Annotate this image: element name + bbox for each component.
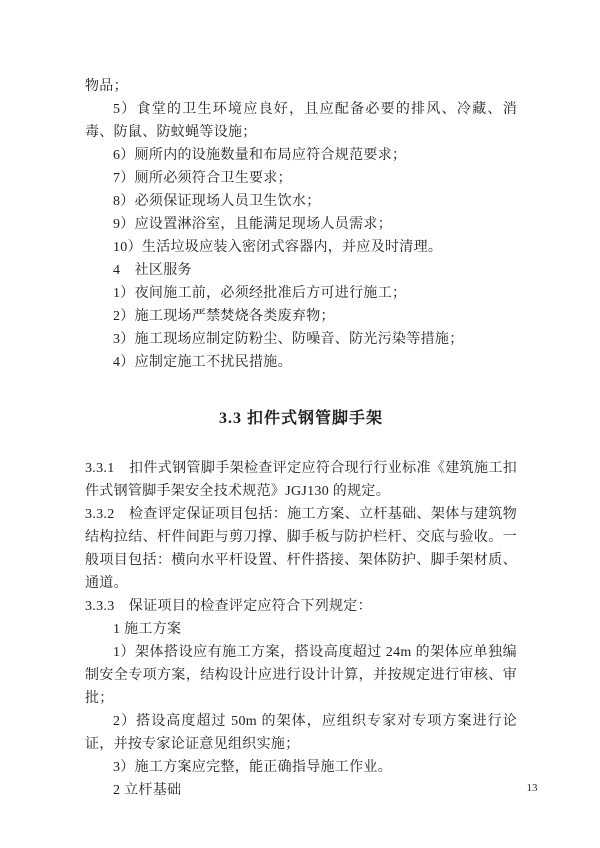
list-item-10: 10）生活垃圾应装入密闭式容器内，并应及时清理。	[113, 240, 443, 255]
list-item-1: 1）夜间施工前，必须经批准后方可进行施工；	[113, 286, 407, 301]
subclause-item-3: 3）施工方案应完整，能正确指导施工作业。	[113, 760, 392, 775]
subclause-item-1: 1）架体搭设应有施工方案，搭设高度超过 24m 的架体应单独编制安全专项方案，结构设计应进行设计计算，并按规定进行审核、审批；	[85, 645, 517, 706]
clause-3-3-1: 3.3.1 扣件式钢管脚手架检查评定应符合现行行业标准《建筑施工扣件式钢管脚手架安全技术规范》JGJ130 的规定。	[85, 461, 517, 499]
section-heading-scaffold: 3.3 扣件式钢管脚手架	[218, 410, 383, 427]
list-item-5: 5）食堂的卫生环境应良好，且应配备必要的排风、冷藏、消毒、防鼠、防蚊蝇等设施；	[85, 102, 517, 140]
list-item-2: 2）施工现场严禁焚烧各类废弃物；	[113, 309, 335, 324]
list-item-3: 3）施工现场应制定防粉尘、防噪音、防光污染等措施；	[113, 332, 464, 347]
list-item-9: 9）应设置淋浴室，且能满足现场人员需求；	[113, 217, 392, 232]
list-item-6: 6）厕所内的设施数量和布局应符合规范要求；	[113, 148, 407, 163]
document-body	[85, 75, 517, 802]
subclause-title-construction-plan: 1 施工方案	[113, 622, 182, 637]
list-item-7: 7）厕所必须符合卫生要求；	[113, 171, 292, 186]
subclause-item-2: 2）搭设高度超过 50m 的架体，应组织专家对专项方案进行论证，并按专家论证意见组织实施；	[85, 714, 517, 752]
list-item-4: 4）应制定施工不扰民措施。	[113, 355, 292, 370]
subclause-title-pole-foundation: 2 立杆基础	[113, 783, 182, 798]
subsection-title-community-service: 4 社区服务	[113, 263, 192, 278]
page-number: 13	[526, 782, 538, 794]
clause-3-3-2: 3.3.2 检查评定保证项目包括：施工方案、立杆基础、架体与建筑物结构拉结、杆件间距与剪刀撑、脚手板与防护栏杆、交底与验收。一般项目包括：横向水平杆设置、杆件搭接、架体防护、脚手架材质、通道。	[85, 507, 517, 591]
clause-3-3-3: 3.3.3 保证项目的检查评定应符合下列规定：	[85, 599, 372, 614]
list-item-8: 8）必须保证现场人员卫生饮水；	[113, 194, 321, 209]
paragraph-continuation: 物品；	[85, 79, 128, 94]
